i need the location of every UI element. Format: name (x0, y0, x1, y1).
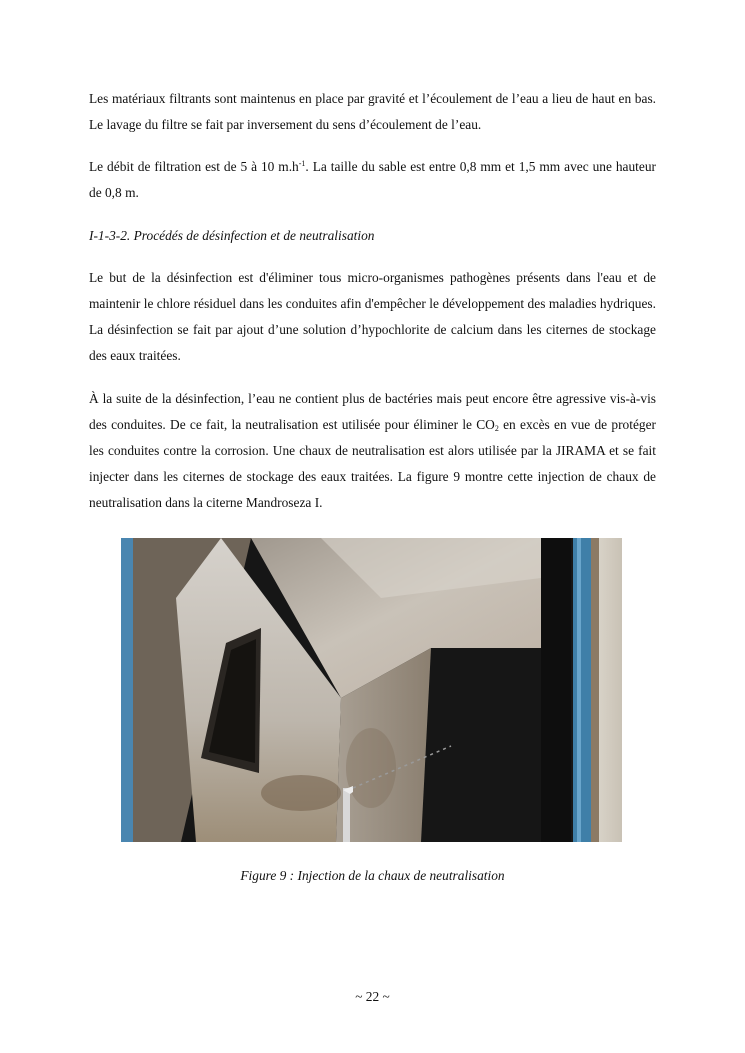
page-number: ~ 22 ~ (355, 989, 390, 1004)
unit-exponent: -1 (298, 159, 306, 168)
blue-rail (573, 538, 591, 842)
co2-subscript: 2 (494, 424, 499, 433)
paragraph-neutralisation (89, 386, 656, 516)
section-heading: I-1-3-2. Procédés de désinfection et de neutralisation (89, 228, 375, 243)
neutralisation-text-start: À la suite de la désinfection, l’eau ne contient plus de bactéries mais peut encore être agressive vis-à-vis des conduites. De ce fait, la neutralisation est utilisée pour éliminer le CO (89, 391, 656, 432)
injection-pipe (343, 788, 350, 842)
sand-size-text: . La taille du sable est entre 0,8 mm et 1,5 mm avec une hauteur de 0,8 m. (89, 159, 656, 200)
figure-caption: Figure 9 : Injection de la chaux de neutralisation (240, 868, 505, 883)
neutralisation-text-end: en excès en vue de protéger les conduites contre la corrosion. Une chaux de neutralisation est alors utilisée par la JIRAMA et se fait injecter dans les citernes de stockage des eaux traitées. La figure 9 montre cette injection de chaux de neutralisation dans la citerne Mandroseza I. (89, 417, 656, 510)
photo-illustration (121, 538, 622, 842)
figure-photo-lime-injection (121, 538, 622, 842)
paragraph-filtration-rate (89, 154, 656, 206)
paragraph-filter-materials: Les matériaux filtrants sont maintenus en place par gravité et l’écoulement de l’eau a lieu de haut en bas. Le lavage du filtre se fait par inversement du sens d’écoulement de l’eau. (89, 91, 656, 132)
paragraph-disinfection: Le but de la désinfection est d'éliminer tous micro-organismes pathogènes présents dans l'eau et de maintenir le chlore résiduel dans les conduites afin d'empêcher le développement des maladies hydriques. La désinfection se fait par ajout d’une solution d’hypochlorite de calcium dans les citernes de stockage des eaux traitées. (89, 270, 656, 363)
filtration-rate-text: Le débit de filtration est de 5 à 10 m.h (89, 159, 299, 174)
